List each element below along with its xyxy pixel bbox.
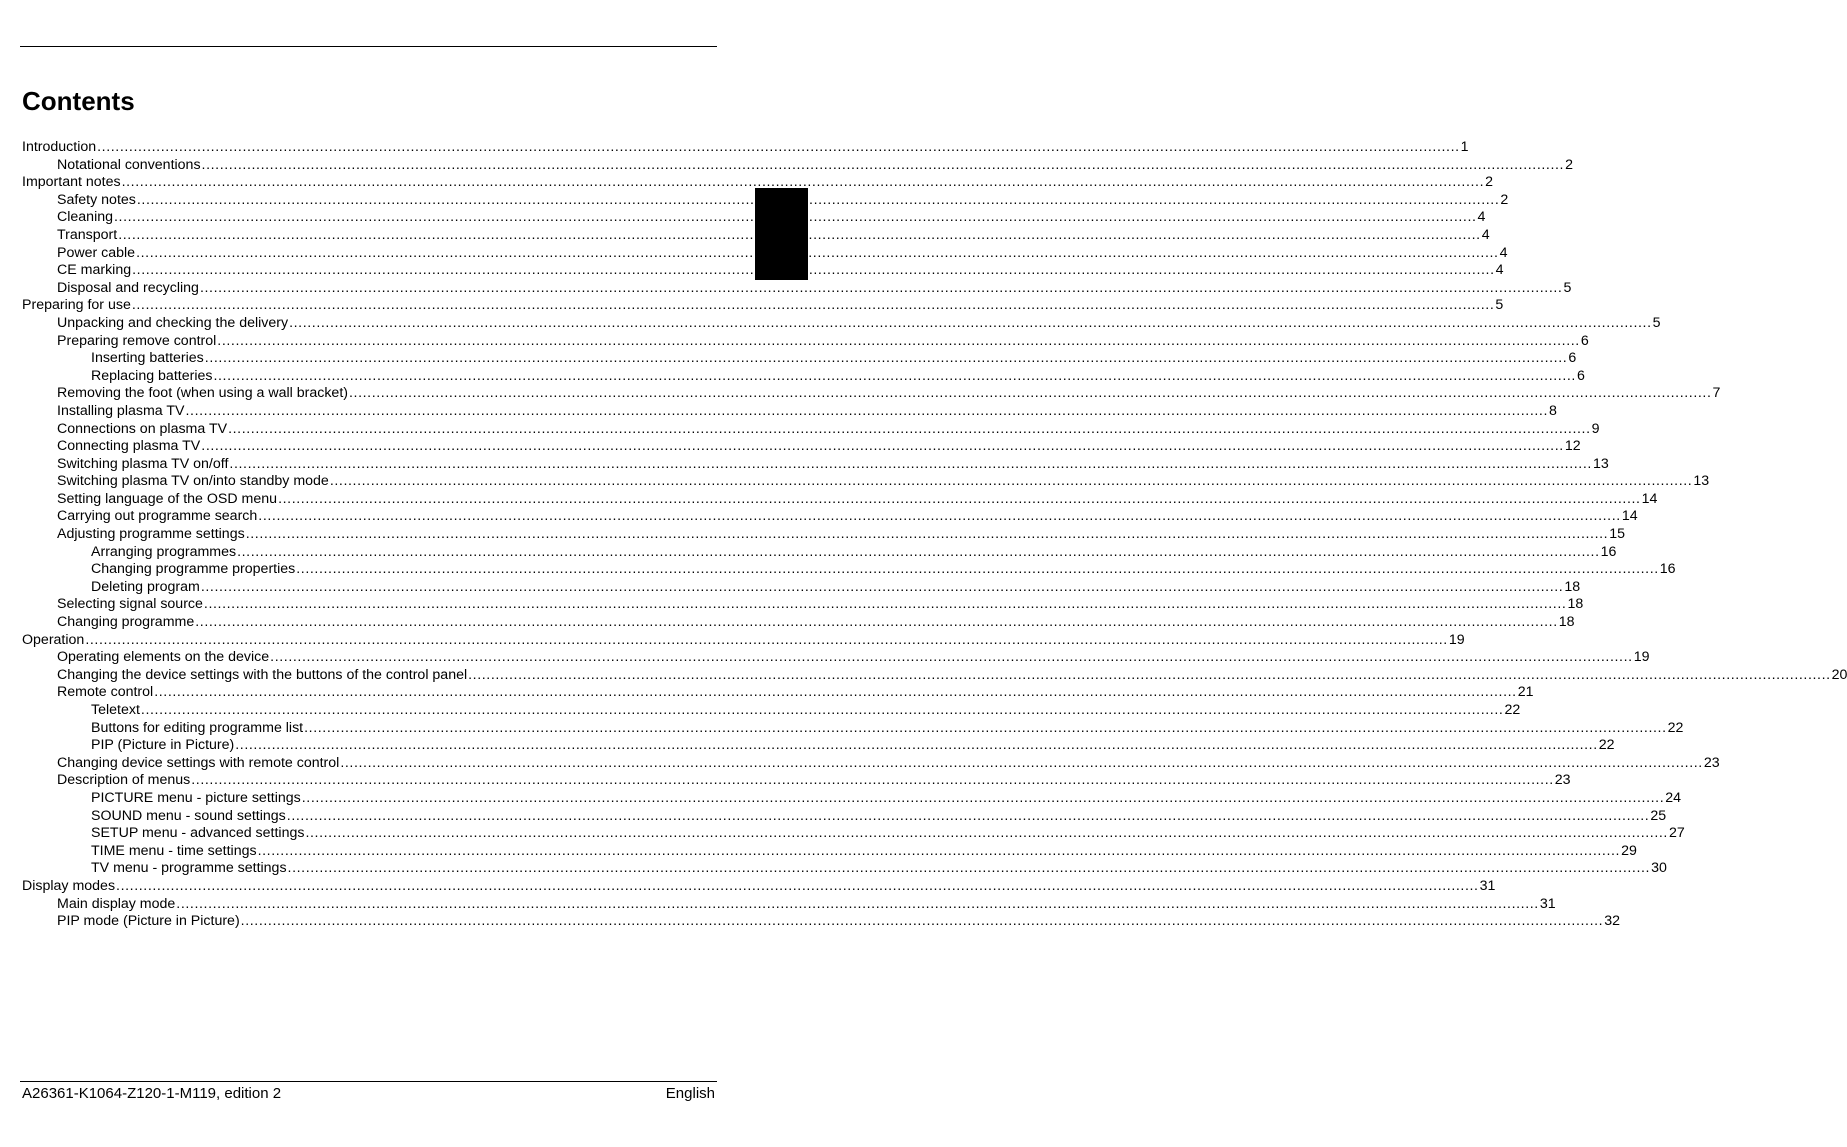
toc-entry[interactable] [22,825,1685,843]
toc-entry-page-number: 14 [1621,508,1638,525]
toc-dot-leader: ............................................................................................................................................................................................................................................................................................................ [200,578,1564,595]
toc-entry-page-number: 6 [1580,332,1589,349]
footer-rule [20,1081,717,1082]
toc-entry-page-number: 2 [1485,174,1494,191]
toc-entry[interactable] [22,350,1577,368]
toc-entry-page-number: 24 [1665,789,1682,806]
toc-dot-leader: ............................................................................................................................................................................................................................................................................................................ [203,596,1567,613]
toc-entry-label: PIP (Picture in Picture) [91,737,235,754]
toc-entry-label: Selecting signal source [57,596,203,613]
toc-entry[interactable] [22,191,1509,210]
toc-entry[interactable] [22,508,1638,526]
toc-dot-leader: ............................................................................................................................................................................................................................................................................................................ [154,684,1517,701]
toc-dot-leader: ............................................................................................................................................................................................................................................................................................................ [85,631,1448,648]
toc-entry-page-number: 22 [1667,719,1684,736]
toc-entry[interactable] [22,455,1609,474]
toc-entry[interactable] [22,332,1589,351]
toc-entry[interactable] [22,614,1575,632]
toc-entry[interactable] [22,561,1676,579]
toc-entry-page-number: 20 [1831,666,1847,683]
toc-dot-leader: ............................................................................................................................................................................................................................................................................................................ [199,279,1563,296]
toc-entry[interactable] [22,719,1684,738]
toc-entry[interactable] [22,789,1682,808]
toc-entry-label: Main display mode [57,895,176,912]
toc-dot-leader: ............................................................................................................................................................................................................................................................................................................ [286,807,1650,824]
toc-dot-leader: ............................................................................................................................................................................................................................................................................................................ [257,842,1621,859]
toc-dot-leader: ............................................................................................................................................................................................................................................................................................................ [204,350,1568,367]
toc-entry-page-number: 18 [1564,578,1581,595]
toc-entry-label: Notational conventions [57,156,201,173]
toc-dot-leader: ............................................................................................................................................................................................................................................................................................................ [228,420,1591,437]
toc-dot-leader: ............................................................................................................................................................................................................................................................................................................ [140,702,1504,718]
toc-dot-leader: ............................................................................................................................................................................................................................................................................................................ [132,262,1495,279]
toc-entry[interactable] [22,279,1572,298]
toc-entry-label: Changing programme properties [91,561,296,578]
toc-dot-leader: ............................................................................................................................................................................................................................................................................................................ [201,438,1564,455]
toc-dot-leader: ............................................................................................................................................................................................................................................................................................................ [340,754,1703,771]
toc-dot-leader: ............................................................................................................................................................................................................................................................................................................ [278,490,1641,507]
toc-entry-page-number: 14 [1641,490,1658,507]
toc-dot-leader: ............................................................................................................................................................................................................................................................................................................ [240,913,1604,930]
toc-dot-leader: ............................................................................................................................................................................................................................................................................................................ [217,332,1580,349]
toc-entry[interactable] [22,473,1710,491]
toc-entry[interactable] [22,702,1521,720]
toc-entry-label: CE marking [57,262,132,279]
toc-dot-leader: ............................................................................................................................................................................................................................................................................................................ [229,455,1592,472]
toc-dot-leader: ............................................................................................................................................................................................................................................................................................................ [329,473,1693,490]
toc-dot-leader: ............................................................................................................................................................................................................................................................................................................ [201,156,1565,173]
toc-entry-label: Connecting plasma TV [57,438,201,455]
toc-entry-label: Introduction [22,139,97,155]
toc-dot-leader: ............................................................................................................................................................................................................................................................................................................ [97,139,1460,155]
toc-entry-label: Disposal and recycling [57,279,199,296]
toc-entry-label: Buttons for editing programme list [91,719,304,736]
toc-entry-page-number: 21 [1517,684,1534,701]
toc-dot-leader: ............................................................................................................................................................................................................................................................................................................ [349,385,1712,402]
toc-entry-label: Operation [22,631,85,648]
toc-entry-label: Switching plasma TV on/into standby mode [57,473,329,490]
toc-entry[interactable] [22,438,1581,456]
toc-dot-leader: ............................................................................................................................................................................................................................................................................................................ [136,191,1500,208]
toc-entry-page-number: 15 [1609,526,1625,543]
toc-dot-leader: ............................................................................................................................................................................................................................................................................................................ [289,314,1652,331]
toc-entry-label: Operating elements on the device [57,649,270,666]
toc-dot-leader: ............................................................................................................................................................................................................................................................................................................ [304,719,1667,736]
toc-entry[interactable] [22,139,1469,157]
toc-dot-leader: ............................................................................................................................................................................................................................................................................................................ [116,877,1479,894]
toc-entry-page-number: 31 [1539,895,1556,912]
toc-entry-page-number: 7 [1712,385,1721,402]
toc-dot-leader: ............................................................................................................................................................................................................................................................................................................ [245,526,1609,543]
toc-entry[interactable] [22,402,1557,421]
toc-dot-leader: ............................................................................................................................................................................................................................................................................................................ [287,860,1651,877]
toc-entry-label: Setting language of the OSD menu [57,490,278,507]
toc-entry[interactable] [22,807,1667,826]
toc-entry-page-number: 2 [1500,191,1509,208]
toc-dot-leader: ............................................................................................................................................................................................................................................................................................................ [258,508,1621,525]
toc-entry[interactable] [22,754,1720,773]
toc-dot-leader: ............................................................................................................................................................................................................................................................................................................ [301,789,1665,806]
toc-entry[interactable] [22,367,1585,386]
toc-entry-page-number: 30 [1651,860,1667,877]
toc-entry-page-number: 31 [1479,877,1496,894]
toc-entry-label: Display modes [22,877,116,894]
toc-entry[interactable] [22,420,1600,439]
toc-entry-label: Remote control [57,684,154,701]
toc-entry-page-number: 6 [1576,367,1585,384]
toc-entry-label: Preparing for use [22,297,131,314]
toc-dot-leader: ............................................................................................................................................................................................................................................................................................................ [237,543,1600,560]
toc-entry[interactable] [22,684,1534,702]
toc-entry[interactable] [22,737,1615,755]
toc-entry-label: Preparing remove control [57,332,217,349]
toc-entry[interactable] [22,895,1556,914]
toc-entry-label: Connections on plasma TV [57,420,228,437]
toc-entry-label: Important notes [22,174,121,191]
toc-entry[interactable] [22,297,1504,315]
toc-entry[interactable] [22,913,1620,931]
toc-entry[interactable] [22,649,1650,667]
toc-entry[interactable] [22,385,1721,403]
toc-entry-page-number: 6 [1568,350,1577,367]
toc-entry-page-number: 5 [1563,279,1572,296]
toc-entry-label: SETUP menu - advanced settings [91,825,305,842]
toc-entry-label: Adjusting programme settings [57,526,245,543]
toc-entry-page-number: 13 [1592,455,1609,472]
toc-dot-leader: ............................................................................................................................................................................................................................................................................................................ [468,666,1831,683]
toc-entry-label: PICTURE menu - picture settings [91,789,301,806]
toc-entry[interactable] [22,631,1465,650]
toc-entry-page-number: 8 [1549,402,1557,419]
toc-dot-leader: ............................................................................................................................................................................................................................................................................................................ [213,367,1576,384]
toc-entry-page-number: 5 [1495,297,1504,314]
toc-entry[interactable] [22,314,1661,333]
toc-entry[interactable] [22,596,1584,614]
footer-language: English [665,1085,715,1102]
page-title: Contents [22,86,135,116]
toc-entry-page-number: 13 [1693,473,1710,490]
toc-entry[interactable] [22,226,1490,245]
toc-entry[interactable] [22,860,1667,878]
toc-entry[interactable] [22,244,1508,263]
toc-entry[interactable] [22,156,1573,175]
toc-entry-label: PIP mode (Picture in Picture) [57,913,240,930]
toc-entry[interactable] [22,877,1496,896]
toc-entry-page-number: 22 [1598,737,1615,754]
toc-entry[interactable] [22,666,1847,685]
toc-dot-leader: ............................................................................................................................................................................................................................................................................................................ [235,737,1598,754]
toc-dot-leader: ............................................................................................................................................................................................................................................................................................................ [270,649,1633,666]
toc-entry-page-number: 23 [1703,754,1720,771]
toc-entry-page-number: 27 [1668,825,1685,842]
toc-entry[interactable] [22,209,1486,227]
toc-entry[interactable] [22,543,1617,562]
toc-entry-label: Inserting batteries [91,350,204,367]
toc-entry[interactable] [22,174,1494,192]
toc-entry-page-number: 16 [1600,543,1617,560]
toc-dot-leader: ............................................................................................................................................................................................................................................................................................................ [131,297,1495,314]
toc-entry-page-number: 23 [1554,772,1571,789]
toc-dot-leader: ............................................................................................................................................................................................................................................................................................................ [176,895,1539,912]
toc-entry-page-number: 25 [1650,807,1667,824]
toc-entry-label: Teletext [91,702,140,718]
toc-entry-label: Transport [57,226,118,243]
toc-entry-label: SOUND menu - sound settings [91,807,286,824]
toc-entry-label: Switching plasma TV on/off [57,455,229,472]
toc-entry-label: TV menu - programme settings [91,860,287,877]
toc-entry-page-number: 18 [1567,596,1584,613]
toc-entry-label: Carrying out programme search [57,508,258,525]
header-rule [20,46,717,47]
toc-dot-leader: ............................................................................................................................................................................................................................................................................................................ [305,825,1668,842]
toc-entry-page-number: 12 [1564,438,1581,455]
toc-entry-page-number: 9 [1591,420,1600,437]
toc-entry-page-number: 29 [1621,842,1637,859]
toc-entry-page-number: 4 [1477,209,1486,226]
toc-entry-label: Changing programme [57,614,195,631]
table-of-contents [22,139,1847,931]
toc-entry-label: Installing plasma TV [57,402,185,419]
toc-entry[interactable] [22,490,1658,509]
toc-entry[interactable] [22,526,1625,544]
toc-entry-page-number: 1 [1460,139,1469,155]
toc-entry[interactable] [22,772,1571,790]
toc-entry-label: Replacing batteries [91,367,213,384]
toc-entry-label: Cleaning [57,209,114,226]
toc-entry-page-number: 19 [1633,649,1650,666]
toc-entry-page-number: 2 [1565,156,1573,173]
toc-dot-leader: ............................................................................................................................................................................................................................................................................................................ [195,614,1558,631]
toc-entry-label: TIME menu - time settings [91,842,257,859]
toc-entry-page-number: 16 [1659,561,1676,578]
toc-dot-leader: ............................................................................................................................................................................................................................................................................................................ [121,174,1485,191]
toc-dot-leader: ............................................................................................................................................................................................................................................................................................................ [114,209,1477,226]
toc-entry-label: Arranging programmes [91,543,237,560]
toc-dot-leader: ............................................................................................................................................................................................................................................................................................................ [185,402,1549,419]
toc-entry-label: Deleting program [91,578,200,595]
toc-entry[interactable] [22,262,1504,280]
toc-entry-label: Description of menus [57,772,191,789]
toc-entry-page-number: 19 [1448,631,1465,648]
toc-entry-label: Removing the foot (when using a wall bracket) [57,385,348,402]
toc-entry-page-number: 32 [1604,913,1620,930]
toc-entry-page-number: 5 [1652,314,1661,331]
toc-entry-page-number: 22 [1504,702,1521,718]
toc-entry-label: Changing device settings with remote control [57,754,340,771]
footer-document-id: A26361-K1064-Z120-1-M119, edition 2 [22,1085,282,1102]
toc-entry-label: Power cable [57,244,136,261]
toc-dot-leader: ............................................................................................................................................................................................................................................................................................................ [191,772,1554,789]
toc-entry-page-number: 18 [1558,614,1575,631]
toc-entry-label: Unpacking and checking the delivery [57,314,289,331]
toc-entry-label: Changing the device settings with the buttons of the control panel [57,666,468,683]
toc-entry[interactable] [22,842,1637,861]
toc-entry-page-number: 4 [1481,226,1490,243]
toc-dot-leader: ............................................................................................................................................................................................................................................................................................................ [118,226,1481,243]
toc-entry[interactable] [22,578,1581,597]
toc-entry-label: Safety notes [57,191,136,208]
toc-dot-leader: ............................................................................................................................................................................................................................................................................................................ [296,561,1659,578]
toc-dot-leader: ............................................................................................................................................................................................................................................................................................................ [136,244,1499,261]
toc-entry-page-number: 4 [1499,244,1508,261]
toc-entry-page-number: 4 [1495,262,1504,279]
